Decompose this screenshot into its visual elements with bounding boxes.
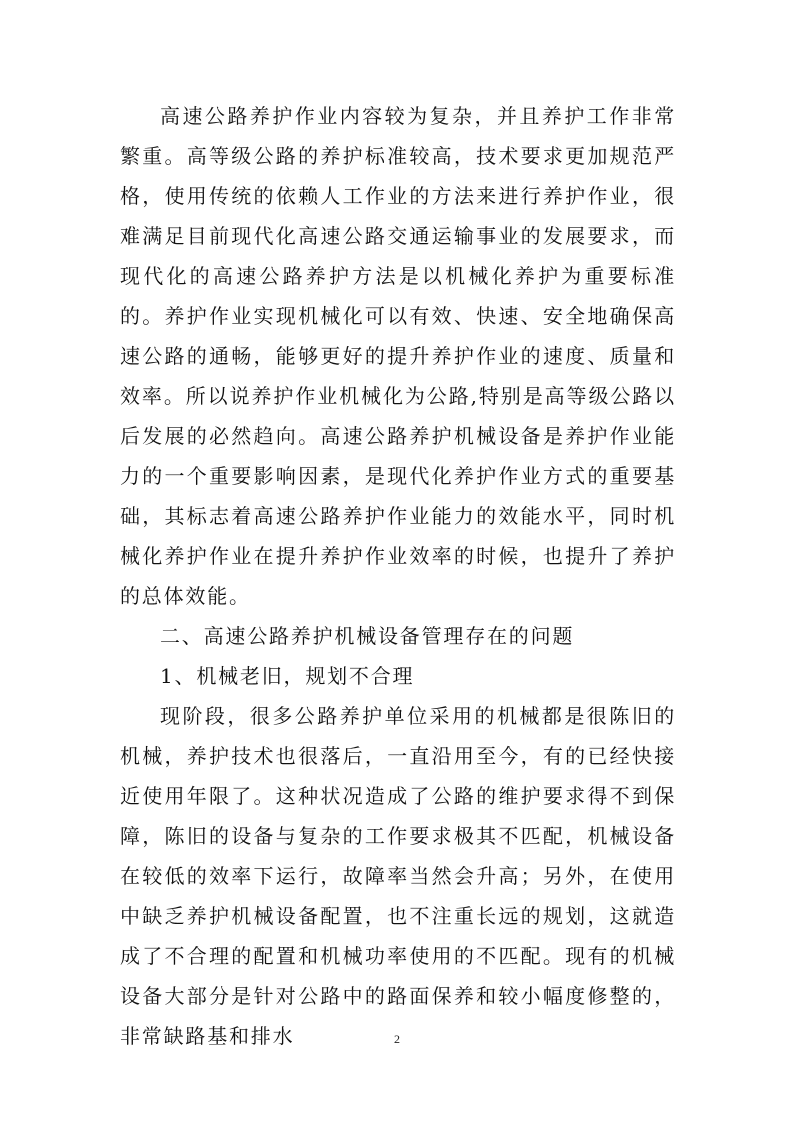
page-number: 2 — [394, 1032, 400, 1046]
subsection-heading-aging-machinery: 1、机械老旧，规划不合理 — [160, 664, 415, 688]
section-heading-problems: 二、高速公路养护机械设备管理存在的问题 — [160, 624, 575, 648]
paragraph-current-situation: 现阶段，很多公路养护单位采用的机械都是很陈旧的机械，养护技术也很落后，一直沿用至今，有的已经快接近使用年限了。这种状况造成了公路的维护要求得不到保障，陈旧的设备与复杂的工作要求极其不匹配，机械设备在较低的效率下运行，故障率当然会升高；另外，在使用中缺乏养护机械设备配置，也不注重长远的规划，这就造成了不合理的配置和机械功率使用的不匹配。现有的机械设备大部分是针对公路中的路面保养和较小幅度修整的，非常缺路基和排水 — [120, 704, 676, 1048]
paragraph-maintenance-overview: 高速公路养护作业内容较为复杂，并且养护工作非常繁重。高等级公路的养护标准较高，技术要求更加规范严格，使用传统的依赖人工作业的方法来进行养护作业，很难满足目前现代化高速公路交通运输事业的发展要求，而现代化的高速公路养护方法是以机械化养护为重要标准的。养护作业实现机械化可以有效、快速、安全地确保高速公路的通畅，能够更好的提升养护作业的速度、质量和效率。所以说养护作业机械化为公路,特别是高等级公路以后发展的必然趋向。高速公路养护机械设备是养护作业能力的一个重要影响因素，是现代化养护作业方式的重要基础，其标志着高速公路养护作业能力的效能水平，同时机械化养护作业在提升养护作业效率的时候，也提升了养护的总体效能。 — [120, 104, 676, 608]
document-body — [120, 96, 676, 1056]
